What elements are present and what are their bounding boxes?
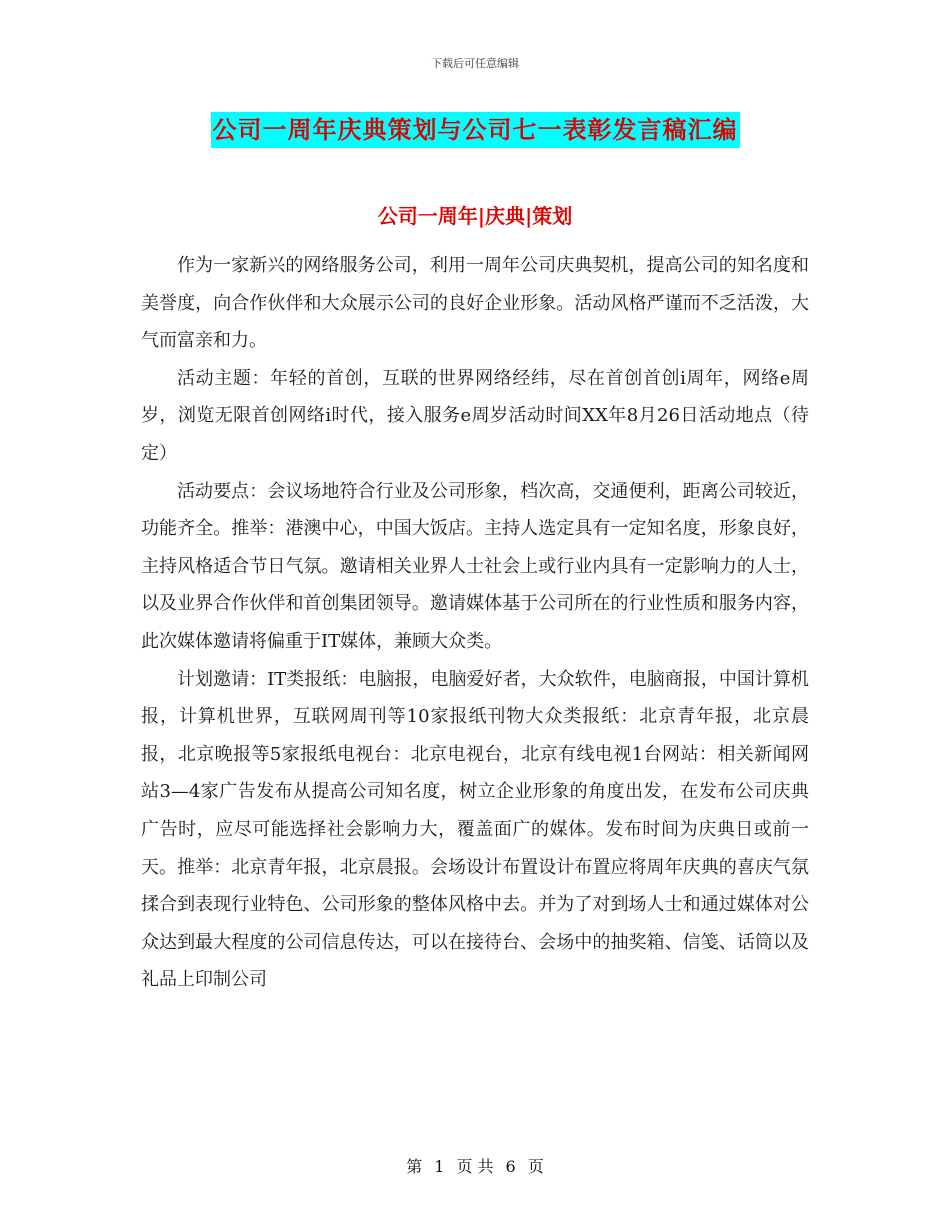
header-note: 下载后可任意编辑 bbox=[431, 57, 519, 70]
footer-suffix: 页 bbox=[527, 1157, 544, 1176]
main-title-text: 公司一周年庆典策划与公司七一表彰发言稿汇编 bbox=[211, 112, 740, 148]
document-body bbox=[141, 247, 809, 999]
footer-prefix: 第 bbox=[406, 1157, 423, 1176]
paragraph: 活动要点：会议场地符合行业及公司形象，档次高，交通便利，距离公司较近，功能齐全。推举：港澳中心，中国大饭店。主持人选定具有一定知名度，形象良好，主持风格适合节日气氛。邀请相关业界人士社会上或行业内具有一定影响力的人士，以及业界合作伙伴和首创集团领导。邀请媒体基于公司所在的行业性质和服务内容，此次媒体邀请将偏重于IT媒体，兼顾大众类。 bbox=[141, 480, 809, 652]
page-footer bbox=[0, 1154, 950, 1177]
main-title bbox=[0, 112, 950, 148]
footer-mid: 页 共 bbox=[456, 1157, 494, 1176]
footer-total-pages: 6 bbox=[505, 1157, 516, 1176]
paragraph: 活动主题：年轻的首创，互联的世界网络经纬，尽在首创首创i周年，网络e周岁，浏览无限首创网络i时代，接入服务e周岁活动时间XX年8月26日活动地点（待定） bbox=[141, 367, 809, 464]
footer-page-number: 1 bbox=[434, 1157, 445, 1176]
section-title: 公司一周年|庆典|策划 bbox=[377, 204, 573, 228]
paragraph: 作为一家新兴的网络服务公司，利用一周年公司庆典契机，提高公司的知名度和美誉度，向合作伙伴和大众展示公司的良好企业形象。活动风格严谨而不乏活泼，大气而富亲和力。 bbox=[141, 255, 809, 352]
paragraph: 计划邀请：IT类报纸：电脑报，电脑爱好者，大众软件，电脑商报，中国计算机报，计算机世界，互联网周刊等10家报纸刊物大众类报纸：北京青年报，北京晨报，北京晚报等5家报纸电视台：北京电视台，北京有线电视1台网站：相关新闻网站3—4家广告发布从提高公司知名度，树立企业形象的角度出发，在发布公司庆典广告时，应尽可能选择社会影响力大，覆盖面广的媒体。发布时间为庆典日或前一天。推举：北京青年报，北京晨报。会场设计布置设计布置应将周年庆典的喜庆气氛揉合到表现行业特色、公司形象的整体风格中去。并为了对到场人士和通过媒体对公众达到最大程度的公司信息传达，可以在接待台、会场中的抽奖箱、信笺、话筒以及礼品上印制公司 bbox=[141, 668, 809, 991]
